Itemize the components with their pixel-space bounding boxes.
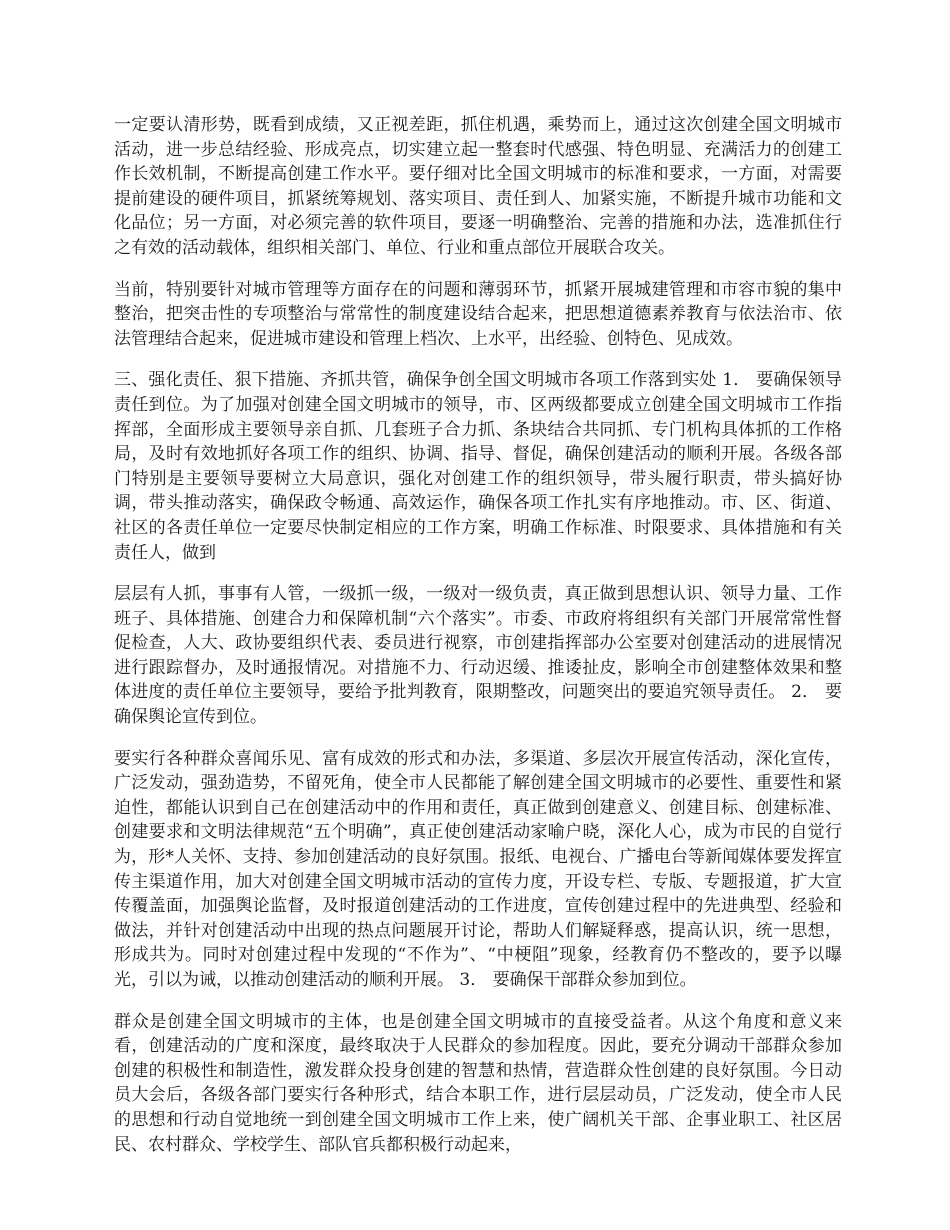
paragraph-6: 群众是创建全国文明城市的主体，也是创建全国文明城市的直接受益者。从这个角度和意义来看，创建活动的广度和深度，最终取决于人民群众的参加程度。因此，要充分调动干部群众参加创建的积极性和制造性，激发群众投身创建的智慧和热情，营造群众性创建的良好氛围。今日动员大会后，各级各部门要实行各种形式，结合本职工作，进行层层动员，广泛发动，使全市人民的思想和行动自觉地统一到创建全国文明城市工作上来，使广阔机关干部、企事业职工、社区居民、农村群众、学校学生、部队官兵都积极行动起来， [114, 1011, 842, 1155]
paragraph-1: 一定要认清形势，既看到成绩，又正视差距，抓住机遇，乘势而上，通过这次创建全国文明城市活动，进一步总结经验、形成亮点，切实建立起一整套时代感强、特色明显、充满活力的创建工作长效机制，不断提高创建工作水平。要仔细对比全国文明城市的标准和要求，一方面，对需要提前建设的硬件项目，抓紧统筹规划、落实项目、责任到人、加紧实施，不断提升城市功能和文化品位；另一方面，对必须完善的软件项目，要逐一明确整治、完善的措施和办法，选准抓住行之有效的活动载体，组织相关部门、单位、行业和重点部位开展联合攻关。 [114, 115, 842, 258]
paragraph-3: 三、强化责任、狠下措施、齐抓共管，确保争创全国文明城市各项工作落到实处 1． 要确保领导责任到位。为了加强对创建全国文明城市的领导，市、区两级都要成立创建全国文明城市工作指挥部，全面形成主要领导亲自抓、几套班子合力抓、条块结合共同抓、专门机构具体抓的工作格局，及时有效地抓好各项工作的组织、协调、指导、督促，确保创建活动的顺利开展。各级各部门特别是主要领导要树立大局意识，强化对创建工作的组织领导，带头履行职责，带头搞好协调，带头推动落实，确保政令畅通、高效运作，确保各项工作扎实有序地推动。市、区、街道、社区的各责任单位一定要尽快制定相应的工作方案，明确工作标准、时限要求、具体措施和有关责任人，做到 [114, 370, 842, 563]
document-body [114, 113, 842, 1174]
paragraph-5: 要实行各种群众喜闻乐见、富有成效的形式和办法，多渠道、多层次开展宣传活动，深化宣传，广泛发动，强劲造势，不留死角，使全市人民都能了解创建全国文明城市的必要性、重要性和紧迫性，都能认识到自己在创建活动中的作用和责任，真正做到创建意义、创建目标、创建标准、创建要求和文明法律规范“五个明确”，真正使创建活动家喻户晓，深化人心，成为市民的自觉行为，形*人关怀、支持、参加创建活动的良好氛围。报纸、电视台、广播电台等新闻媒体要发挥宣传主渠道作用，加大对创建全国文明城市活动的宣传力度，开设专栏、专版、专题报道，扩大宣传覆盖面，加强舆论监督，及时报道创建活动的工作进度，宣传创建过程中的先进典型、经验和做法，并针对创建活动中出现的热点问题展开讨论，帮助人们解疑释惑，提高认识，统一思想，形成共为。同时对创建过程中发现的“不作为”、“中梗阻”现象，经教育仍不整改的，要予以曝光，引以为诫，以推动创建活动的顺利开展。 3． 要确保干部群众参加到位。 [114, 748, 842, 990]
paragraph-4: 层层有人抓，事事有人管，一级抓一级，一级对一级负责，真正做到思想认识、领导力量、工作班子、具体措施、创建合力和保障机制“六个落实”。市委、市政府将组织有关部门开展常常性督促检查，人大、政协要组织代表、委员进行视察，市创建指挥部办公室要对创建活动的进展情况进行跟踪督办，及时通报情况。对措施不力、行动迟缓、推诿扯皮，影响全市创建整体效果和整体进度的责任单位主要领导，要给予批判教育，限期整改，问题突出的要追究领导责任。 2． 要确保舆论宣传到位。 [114, 584, 842, 728]
paragraph-2: 当前，特别要针对城市管理等方面存在的问题和薄弱环节，抓紧开展城建管理和市容市貌的集中整治，把突击性的专项整治与常常性的制度建设结合起来，把思想道德素养教育与依法治市、依法管理结合起来，促进城市建设和管理上档次、上水平，出经验、创特色、见成效。 [114, 279, 842, 349]
